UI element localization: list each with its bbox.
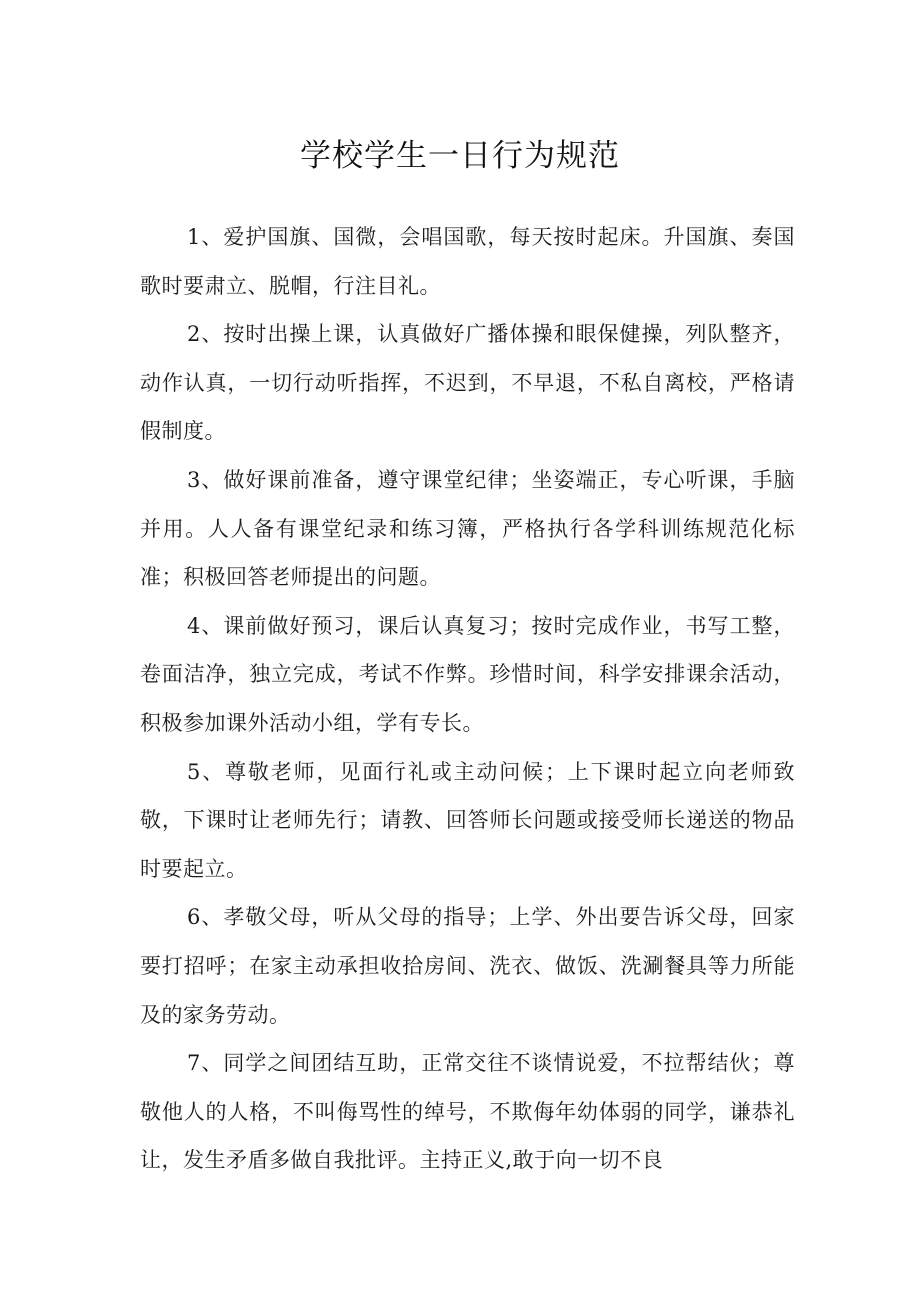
rule-paragraph-7: 7、同学之间团结互助，正常交往不谈情说爱，不拉帮结伙；尊敬他人的人格，不叫侮骂性的绰号，不欺侮年幼体弱的同学，谦恭礼让，发生矛盾多做自我批评。主持正义,敢于向一切不良 bbox=[140, 1051, 795, 1173]
rule-paragraph-5: 5、尊敬老师，见面行礼或主动问候；上下课时起立向老师致敬，下课时让老师先行；请教、回答师长问题或接受师长递送的物品时要起立。 bbox=[140, 759, 795, 881]
rule-paragraph-3: 3、做好课前准备，遵守课堂纪律；坐姿端正，专心听课，手脑并用。人人备有课堂纪录和练习簿，严格执行各学科训练规范化标准；积极回答老师提出的问题。 bbox=[140, 467, 795, 590]
document-body bbox=[140, 213, 795, 1185]
rule-paragraph-1: 1、爱护国旗、国微，会唱国歌，每天按时起床。升国旗、奏国歌时要肃立、脱帽，行注目礼。 bbox=[140, 225, 795, 298]
rule-paragraph-4: 4、课前做好预习，课后认真复习；按时完成作业，书写工整，卷面洁净，独立完成，考试不作弊。珍惜时间，科学安排课余活动，积极参加课外活动小组，学有专长。 bbox=[140, 613, 795, 735]
rule-paragraph-6: 6、孝敬父母，听从父母的指导；上学、外出要告诉父母，回家要打招呼；在家主动承担收拾房间、洗衣、做饭、洗涮餐具等力所能及的家务劳动。 bbox=[140, 905, 795, 1027]
document-title: 学校学生一日行为规范 bbox=[300, 138, 620, 174]
rule-paragraph-2: 2、按时出操上课，认真做好广播体操和眼保健操，列队整齐，动作认真，一切行动听指挥，不迟到，不早退，不私自离校，严格请假制度。 bbox=[140, 322, 795, 444]
